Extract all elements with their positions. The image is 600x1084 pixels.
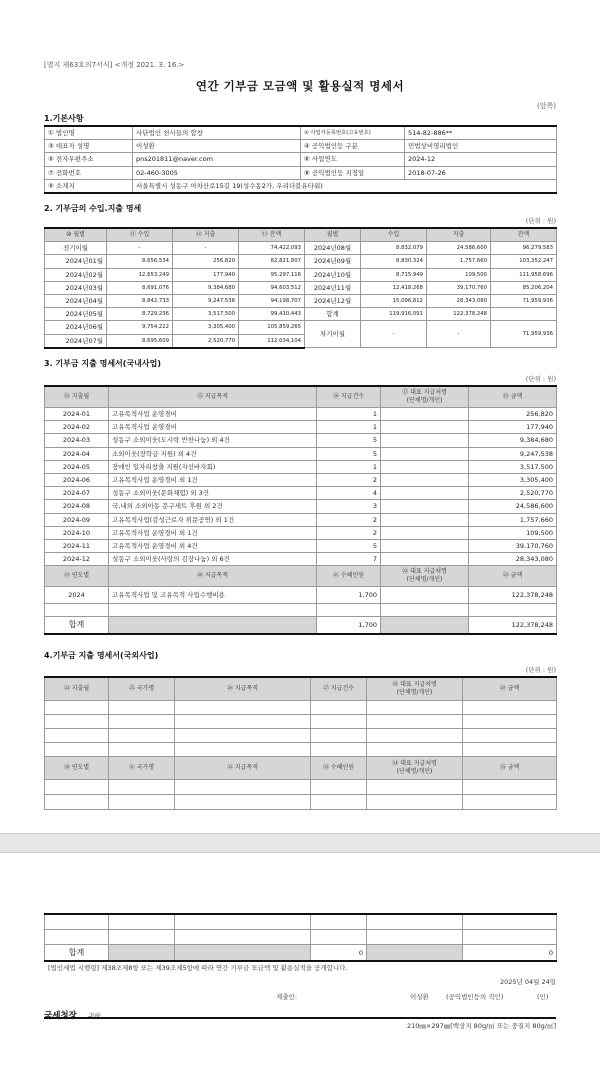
income-row bbox=[45, 308, 557, 321]
year-recipient bbox=[381, 587, 469, 604]
amount: 109,500 bbox=[469, 526, 557, 539]
bottom-rule bbox=[44, 1017, 556, 1019]
month: 전기이월 bbox=[45, 242, 107, 255]
purpose: 장애인 일자리창출 지원(자선바자회) bbox=[109, 460, 317, 473]
col-f-year-amount: ㉟ 금액 bbox=[463, 757, 557, 780]
month: 2024년09월 bbox=[305, 255, 361, 268]
count: 5 bbox=[317, 447, 381, 460]
label-corp-type: ④ 공익법인등 구분 bbox=[301, 140, 405, 153]
foreign-table bbox=[44, 676, 557, 810]
beneficiaries: 1,700 bbox=[317, 587, 381, 604]
amount: 177,940 bbox=[469, 421, 557, 434]
col-purpose: ⑮ 지급목적 bbox=[109, 386, 317, 408]
col-f-recipient-sub: (단체명/개인) bbox=[396, 689, 433, 696]
total-blank bbox=[109, 617, 317, 635]
col-f-purpose: ㉖ 지급목적 bbox=[175, 677, 311, 701]
seal-mark: (인) bbox=[537, 993, 549, 1001]
page-gap bbox=[0, 833, 600, 853]
table-row bbox=[45, 914, 557, 930]
income-value: 8,832,079 bbox=[361, 242, 427, 255]
recipient bbox=[381, 526, 469, 539]
purpose: 성동구 소외이웃(사랑의 김장나눔) 외 6건 bbox=[109, 553, 317, 566]
income-value: 12,418,268 bbox=[361, 281, 427, 294]
legal-statement: [법인세법 시행령] 제38조제8항 또는 제39조제5항에 따라 연간 기부금 모금액 및 활용실적을 공개합니다. bbox=[48, 964, 348, 972]
month: 2024년04월 bbox=[45, 294, 107, 307]
balance-total bbox=[491, 308, 557, 321]
income-value: 15,096,812 bbox=[361, 294, 427, 307]
month: 2024년02월 bbox=[45, 268, 107, 281]
expense-value: 3,305,400 bbox=[173, 321, 239, 334]
income-value: 8,842,733 bbox=[107, 294, 173, 307]
balance-value: 112,034,104 bbox=[239, 334, 305, 348]
amount: 3,305,400 bbox=[469, 473, 557, 486]
table-row bbox=[45, 408, 557, 421]
month: 2024년03월 bbox=[45, 281, 107, 294]
purpose: 성동구 소외이웃(도시락 반찬나눔) 외 4건 bbox=[109, 434, 317, 447]
amount: 28,343,080 bbox=[469, 553, 557, 566]
income-row bbox=[45, 242, 557, 255]
label-corp-name: ① 법인명 bbox=[45, 126, 133, 140]
recipient bbox=[381, 408, 469, 421]
col-income: ⑪ 수입 bbox=[107, 228, 173, 242]
col-f-count: ㉗ 지급건수 bbox=[311, 677, 367, 701]
label-email: ⑤ 전자우편주소 bbox=[45, 153, 133, 166]
purpose: 고유목적사업 운영경비 외 1건 bbox=[109, 473, 317, 486]
col-expense-month: ⑭ 지출월 bbox=[45, 386, 109, 408]
purpose: 고유목적사업(감성근로자 위문공연) 외 1건 bbox=[109, 513, 317, 526]
paper-spec: 210㎜×297㎜[백상지 80g/㎡ 또는 중질지 80g/㎡] bbox=[406, 1022, 556, 1030]
col-year-recipient-sub: (단체명/개인) bbox=[406, 576, 443, 584]
table-row bbox=[45, 434, 557, 447]
expense-month: 2024-11 bbox=[45, 539, 109, 552]
value-designation-date: 2018-07-26 bbox=[405, 166, 557, 179]
balance-value: 111,958,696 bbox=[491, 268, 557, 281]
expense-month: 2024-01 bbox=[45, 408, 109, 421]
table-row bbox=[45, 421, 557, 434]
col-recipient-label: ⑰ 대표 지급처명 bbox=[402, 389, 447, 396]
income-value: 8,656,534 bbox=[107, 255, 173, 268]
recipient-line bbox=[44, 1003, 101, 1022]
income-value: 8,715,949 bbox=[361, 268, 427, 281]
col-year-recipient bbox=[381, 566, 469, 587]
col-f-month: ㉔ 지출월 bbox=[45, 677, 109, 701]
document-title: 연간 기부금 모금액 및 활용실적 명세서 bbox=[195, 79, 405, 93]
col-f-country: ㉕ 국가명 bbox=[109, 677, 175, 701]
table-row bbox=[45, 473, 557, 486]
expense-value: 109,500 bbox=[427, 268, 491, 281]
label-fiscal-year: ⑥ 사업연도 bbox=[301, 153, 405, 166]
month: 2024년01월 bbox=[45, 255, 107, 268]
balance-value: 95,297,116 bbox=[239, 268, 305, 281]
table-row bbox=[45, 795, 557, 810]
amount: 3,517,500 bbox=[469, 460, 557, 473]
table-row bbox=[45, 500, 557, 513]
balance-value: 94,198,707 bbox=[239, 294, 305, 307]
col-amount: ⑱ 금액 bbox=[469, 386, 557, 408]
recipient bbox=[381, 553, 469, 566]
value-email: pns201811@naver.com bbox=[133, 153, 301, 166]
expense-month: 2024-12 bbox=[45, 553, 109, 566]
col-month: ⑩ 월별 bbox=[45, 228, 107, 242]
purpose: 고유목적사업 운영경비 bbox=[109, 408, 317, 421]
amount: 9,247,538 bbox=[469, 447, 557, 460]
table-row bbox=[45, 715, 557, 729]
col-year: ⑲ 연도별 bbox=[45, 566, 109, 587]
expense-month: 2024-09 bbox=[45, 513, 109, 526]
month: 2024년08월 bbox=[305, 242, 361, 255]
col-expense: ⑫ 지출 bbox=[173, 228, 239, 242]
table-row bbox=[45, 460, 557, 473]
table-row bbox=[45, 701, 557, 715]
front-side-label: (앞쪽) bbox=[537, 102, 556, 110]
col-f-amount: ㉙ 금액 bbox=[463, 677, 557, 701]
total-blank-2 bbox=[175, 945, 311, 962]
basic-row bbox=[45, 153, 557, 166]
income-total: 119,916,091 bbox=[361, 308, 427, 321]
count: 3 bbox=[317, 500, 381, 513]
page-two bbox=[0, 853, 600, 1084]
total-amount: 122,378,248 bbox=[469, 617, 557, 635]
value-corp-name: 사단법인 천사들의 합창 bbox=[133, 126, 301, 140]
income-row bbox=[45, 281, 557, 294]
amount: 256,820 bbox=[469, 408, 557, 421]
form-number: [별지 제63호의7서식] <개정 2021. 3. 16.> bbox=[44, 61, 185, 69]
balance-value: 74,422,093 bbox=[239, 242, 305, 255]
income-table bbox=[44, 227, 557, 349]
col-beneficiaries: ㉑ 수혜인원 bbox=[317, 566, 381, 587]
purpose: 소외이웃(장학금 지원) 외 4건 bbox=[109, 447, 317, 460]
balance-value: 96,279,583 bbox=[491, 242, 557, 255]
table-row bbox=[45, 553, 557, 566]
table-row bbox=[45, 539, 557, 552]
table-row bbox=[45, 729, 557, 743]
amount: 39,170,760 bbox=[469, 539, 557, 552]
expense-month: 2024-03 bbox=[45, 434, 109, 447]
purpose: 고유목적사업 운영경비 bbox=[109, 421, 317, 434]
total-count: 0 bbox=[311, 945, 367, 962]
expense-value: 9,384,680 bbox=[173, 281, 239, 294]
col-f-year-purpose: ㉜ 지급목적 bbox=[175, 757, 311, 780]
domestic-table bbox=[44, 385, 557, 635]
expense-value: 256,820 bbox=[173, 255, 239, 268]
table-row bbox=[45, 930, 557, 945]
col-month-2: 월별 bbox=[305, 228, 361, 242]
expense-month: 2024-05 bbox=[45, 460, 109, 473]
expense-month: 2024-06 bbox=[45, 473, 109, 486]
col-f-year-country: ㉛ 국가명 bbox=[109, 757, 175, 780]
income-value: 8,830,324 bbox=[361, 255, 427, 268]
expense-value: 1,757,660 bbox=[427, 255, 491, 268]
submitter-role: (공익법인등의 직인) bbox=[446, 993, 504, 1001]
amount: 9,384,680 bbox=[469, 434, 557, 447]
purpose: 국,내외 소외아동 문구세트 후원 외 2건 bbox=[109, 500, 317, 513]
count: 1 bbox=[317, 408, 381, 421]
submitter-label: 제출인: bbox=[276, 993, 298, 1001]
balance-value: 94,603,512 bbox=[239, 281, 305, 294]
foreign-year-header-row bbox=[45, 757, 557, 780]
balance-value: 82,821,807 bbox=[239, 255, 305, 268]
col-year-recipient-label: ㉒ 대표 지급처명 bbox=[402, 568, 447, 576]
purpose: 고유목적사업 운영경비 외 1건 bbox=[109, 526, 317, 539]
income-row bbox=[45, 321, 557, 334]
domestic-unit: (단위 : 원) bbox=[525, 375, 556, 383]
section-foreign-title: 4.기부금 지출 명세서(국외사업) bbox=[44, 651, 159, 660]
col-f-year-recipient bbox=[367, 757, 463, 780]
income-row bbox=[45, 268, 557, 281]
count: 1 bbox=[317, 421, 381, 434]
table-row bbox=[45, 513, 557, 526]
count: 4 bbox=[317, 487, 381, 500]
table-row bbox=[45, 526, 557, 539]
expense-value: 39,170,760 bbox=[427, 281, 491, 294]
recipient bbox=[381, 434, 469, 447]
year: 2024 bbox=[45, 587, 109, 604]
month: 합계 bbox=[305, 308, 361, 321]
balance-value: 103,352,247 bbox=[491, 255, 557, 268]
col-f-recipient bbox=[367, 677, 463, 701]
expense-value: 2,520,770 bbox=[173, 334, 239, 348]
year-row bbox=[45, 587, 557, 604]
recipient bbox=[381, 487, 469, 500]
col-f-year-recipient-sub: (단체명/개인) bbox=[396, 768, 433, 775]
col-f-beneficiaries: ㉝ 수혜인원 bbox=[311, 757, 367, 780]
recipient bbox=[381, 473, 469, 486]
total-amount: 0 bbox=[463, 945, 557, 962]
amount: 1,757,660 bbox=[469, 513, 557, 526]
carryover-expense: - bbox=[427, 321, 491, 348]
basic-row bbox=[45, 166, 557, 179]
balance-value: 71,959,936 bbox=[491, 294, 557, 307]
total-label: 합계 bbox=[45, 617, 109, 635]
domestic-year-header-row bbox=[45, 566, 557, 587]
income-header-row bbox=[45, 228, 557, 242]
label-phone: ⑦ 전화번호 bbox=[45, 166, 133, 179]
submit-date: 2025년 04월 24일 bbox=[499, 978, 556, 986]
col-recipient bbox=[381, 386, 469, 408]
amount: 2,520,770 bbox=[469, 487, 557, 500]
month: 2024년07월 bbox=[45, 334, 107, 348]
expense-total: 122,378,248 bbox=[427, 308, 491, 321]
col-count: ⑯ 지급건수 bbox=[317, 386, 381, 408]
foreign-unit: (단위 : 원) bbox=[525, 666, 556, 674]
recipient bbox=[381, 500, 469, 513]
value-corp-type: 민법상비영리법인 bbox=[405, 140, 557, 153]
table-row bbox=[45, 447, 557, 460]
year-amount: 122,378,248 bbox=[469, 587, 557, 604]
section-income-title: 2. 기부금의 수입.지출 명세 bbox=[44, 204, 142, 213]
recipient bbox=[381, 460, 469, 473]
month: 2024년12월 bbox=[305, 294, 361, 307]
income-value: 12,653,249 bbox=[107, 268, 173, 281]
table-row bbox=[45, 743, 557, 757]
col-expense-2: 지출 bbox=[427, 228, 491, 242]
expense-value: 24,586,600 bbox=[427, 242, 491, 255]
table-row bbox=[45, 780, 557, 795]
carryover-income: - bbox=[361, 321, 427, 348]
label-biz-number: ② 사업자등록번호(고유번호) bbox=[301, 126, 405, 140]
value-representative: 이성환 bbox=[133, 140, 301, 153]
count: 2 bbox=[317, 513, 381, 526]
count: 5 bbox=[317, 539, 381, 552]
income-row bbox=[45, 255, 557, 268]
income-value: 8,695,609 bbox=[107, 334, 173, 348]
income-row bbox=[45, 294, 557, 307]
recipient bbox=[381, 421, 469, 434]
month: 2024년06월 bbox=[45, 321, 107, 334]
count: 7 bbox=[317, 553, 381, 566]
total-row bbox=[45, 945, 557, 962]
section-basic-title: 1.기본사항 bbox=[44, 114, 84, 123]
carryover-label: 차기이월 bbox=[305, 321, 361, 348]
expense-value: 3,517,500 bbox=[173, 308, 239, 321]
count: 1 bbox=[317, 460, 381, 473]
col-f-year-recipient-label: ㉞ 대표 지급처명 bbox=[392, 760, 437, 767]
col-recipient-sub: (단체명/개인) bbox=[406, 397, 443, 404]
expense-month: 2024-04 bbox=[45, 447, 109, 460]
purpose: 고유목적사업 운영경비 외 4건 bbox=[109, 539, 317, 552]
amount: 24,586,600 bbox=[469, 500, 557, 513]
expense-value: 177,940 bbox=[173, 268, 239, 281]
foreign-header-row bbox=[45, 677, 557, 701]
income-unit: (단위 : 원) bbox=[525, 217, 556, 225]
recipient-suffix: 귀하 bbox=[87, 1012, 101, 1020]
col-balance: ⑬ 잔액 bbox=[239, 228, 305, 242]
basic-info-table bbox=[44, 125, 557, 194]
carryover-balance: 71,959,936 bbox=[491, 321, 557, 348]
col-f-year: ㉚ 연도별 bbox=[45, 757, 109, 780]
recipient-nta: 국세청장 bbox=[44, 1011, 77, 1021]
balance-value: 105,859,265 bbox=[239, 321, 305, 334]
purpose: 성동구 소외이웃(문화체험) 외 3건 bbox=[109, 487, 317, 500]
value-fiscal-year: 2024-12 bbox=[405, 153, 557, 166]
col-income-2: 수입 bbox=[361, 228, 427, 242]
submitter-name: 이성환 bbox=[410, 993, 429, 1001]
year-purpose: 고유목적사업 및 고유목적 사업수행비용 bbox=[109, 587, 317, 604]
value-biz-number: 514-82-886** bbox=[405, 126, 557, 140]
blank-row bbox=[45, 604, 557, 617]
expense-value: - bbox=[173, 242, 239, 255]
balance-value: 99,410,443 bbox=[239, 308, 305, 321]
label-representative: ③ 대표자 성명 bbox=[45, 140, 133, 153]
balance-value: 85,206,204 bbox=[491, 281, 557, 294]
col-balance-2: 잔액 bbox=[491, 228, 557, 242]
expense-month: 2024-10 bbox=[45, 526, 109, 539]
recipient bbox=[381, 539, 469, 552]
label-designation-date: ⑧ 공익법인등 지정일 bbox=[301, 166, 405, 179]
total-row bbox=[45, 617, 557, 635]
col-year-purpose: ⑳ 지급목적 bbox=[109, 566, 317, 587]
expense-month: 2024-02 bbox=[45, 421, 109, 434]
income-value: - bbox=[107, 242, 173, 255]
income-value: 8,691,076 bbox=[107, 281, 173, 294]
col-year-amount: ㉓ 금액 bbox=[469, 566, 557, 587]
count: 2 bbox=[317, 473, 381, 486]
continued-table bbox=[44, 913, 557, 962]
expense-month: 2024-07 bbox=[45, 487, 109, 500]
count: 2 bbox=[317, 526, 381, 539]
col-f-recipient-label: ㉘ 대표 지급처명 bbox=[392, 681, 437, 688]
table-row bbox=[45, 487, 557, 500]
section-domestic-title: 3. 기부금 지출 명세서(국내사업) bbox=[44, 359, 162, 368]
income-value: 8,729,236 bbox=[107, 308, 173, 321]
month: 2024년11월 bbox=[305, 281, 361, 294]
month: 2024년10월 bbox=[305, 268, 361, 281]
expense-value: 9,247,538 bbox=[173, 294, 239, 307]
recipient bbox=[381, 447, 469, 460]
total-blank-3 bbox=[367, 945, 463, 962]
total-label: 합계 bbox=[45, 945, 109, 962]
expense-value: 28,343,080 bbox=[427, 294, 491, 307]
count: 5 bbox=[317, 434, 381, 447]
domestic-header-row bbox=[45, 386, 557, 408]
income-value: 9,754,222 bbox=[107, 321, 173, 334]
total-blank bbox=[109, 945, 175, 962]
recipient bbox=[381, 513, 469, 526]
basic-row bbox=[45, 126, 557, 140]
value-phone: 02-460-3005 bbox=[133, 166, 301, 179]
label-address: ⑨ 소재지 bbox=[45, 179, 133, 193]
basic-row bbox=[45, 179, 557, 193]
expense-month: 2024-08 bbox=[45, 500, 109, 513]
total-beneficiaries: 1,700 bbox=[317, 617, 381, 635]
basic-row bbox=[45, 140, 557, 153]
value-address: 서울특별시 성동구 아차산로15길 19(성수동2가, 우리더블유타워) bbox=[133, 179, 557, 193]
total-blank-2 bbox=[381, 617, 469, 635]
month: 2024년05월 bbox=[45, 308, 107, 321]
